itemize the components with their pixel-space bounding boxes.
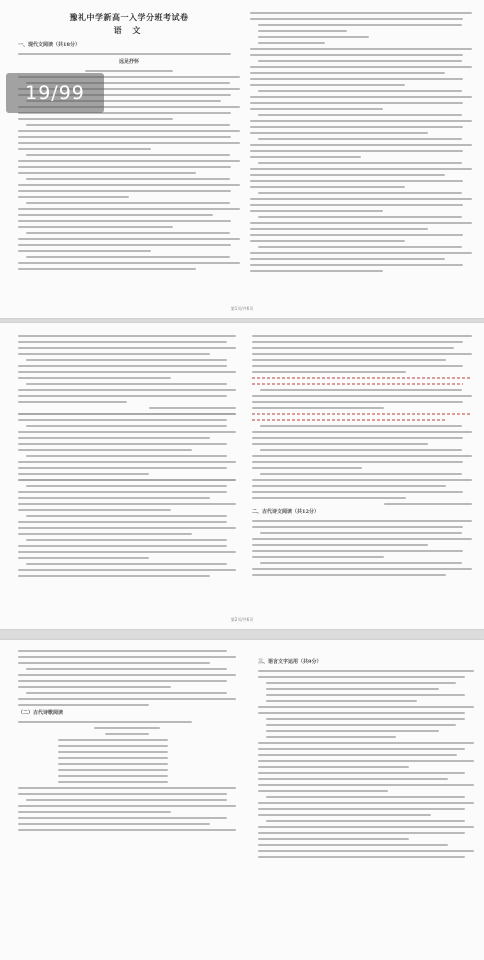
text-line — [252, 371, 406, 373]
text-line — [252, 485, 446, 487]
text-line — [18, 686, 171, 688]
text-line — [18, 509, 171, 511]
text-line — [18, 413, 236, 415]
text-line — [252, 544, 428, 546]
text-line — [252, 431, 472, 433]
text-line — [94, 727, 159, 729]
text-line — [26, 515, 227, 517]
text-line — [260, 449, 462, 451]
text-line — [26, 425, 227, 427]
text-line — [266, 796, 465, 798]
text-line — [250, 210, 383, 212]
text-line — [18, 365, 227, 367]
text-line — [258, 772, 465, 774]
text-line — [18, 184, 240, 186]
text-line — [18, 53, 231, 55]
highlighted-text-line — [252, 413, 472, 415]
page1-right-column — [250, 8, 472, 276]
text-line — [18, 527, 236, 529]
text-line — [250, 198, 472, 200]
text-line — [250, 102, 463, 104]
text-line — [266, 700, 417, 702]
text-line — [18, 551, 236, 553]
text-line — [250, 168, 472, 170]
text-line — [250, 264, 463, 266]
text-line — [258, 676, 465, 678]
text-line — [26, 563, 227, 565]
text-line — [26, 539, 227, 541]
text-line — [252, 353, 472, 355]
text-line — [18, 521, 227, 523]
text-line — [266, 730, 439, 732]
page2-left-column — [18, 331, 236, 581]
text-line — [258, 790, 388, 792]
text-line — [18, 823, 210, 825]
document-page-1 — [0, 0, 484, 318]
text-line — [18, 650, 227, 652]
text-line — [26, 154, 230, 156]
text-line — [18, 662, 210, 664]
text-line — [258, 802, 474, 804]
text-line — [266, 724, 456, 726]
text-line — [18, 214, 213, 216]
page3-right-column — [258, 656, 474, 862]
text-line — [18, 142, 240, 144]
text-line — [18, 341, 227, 343]
text-line — [258, 138, 462, 140]
text-line — [18, 787, 236, 789]
text-line — [258, 30, 347, 32]
text-line — [250, 54, 463, 56]
text-line — [258, 24, 462, 26]
text-line — [258, 784, 474, 786]
text-line — [26, 124, 230, 126]
text-line — [252, 550, 463, 552]
text-line — [252, 401, 463, 403]
page-counter-badge: 19/99 — [6, 73, 104, 113]
text-line — [252, 437, 463, 439]
text-line — [18, 829, 236, 831]
text-line — [266, 736, 396, 738]
text-line — [18, 533, 192, 535]
text-line — [18, 497, 210, 499]
highlighted-text-line — [252, 419, 446, 421]
text-line — [252, 407, 384, 409]
text-line — [149, 407, 236, 409]
text-line — [250, 174, 445, 176]
text-line — [258, 670, 474, 672]
text-line — [18, 545, 227, 547]
text-line — [252, 347, 454, 349]
text-line — [18, 118, 173, 120]
text-line — [26, 455, 227, 457]
page-number: 第1页/共6页 — [230, 306, 254, 311]
text-line — [260, 532, 462, 534]
text-line — [252, 443, 428, 445]
exam-subject: 语 文 — [113, 25, 145, 35]
text-line — [18, 238, 240, 240]
text-line — [252, 526, 463, 528]
text-line — [250, 72, 445, 74]
text-line — [18, 467, 227, 469]
text-line — [18, 190, 231, 192]
text-line — [18, 656, 236, 658]
text-line — [18, 377, 171, 379]
text-line — [258, 216, 462, 218]
text-line — [26, 799, 227, 801]
text-line — [18, 347, 236, 349]
text-line — [252, 461, 463, 463]
page3-left-column — [18, 646, 236, 835]
text-line — [260, 473, 462, 475]
text-line — [252, 341, 463, 343]
text-line — [266, 820, 465, 822]
poem-line — [58, 781, 168, 783]
text-line — [250, 132, 428, 134]
text-line — [250, 96, 472, 98]
page-number: 第2页/共6页 — [230, 617, 254, 622]
text-line — [258, 760, 474, 762]
text-line — [18, 172, 196, 174]
poem-block — [58, 739, 236, 783]
text-line — [250, 66, 472, 68]
text-line — [250, 258, 445, 260]
text-line — [18, 160, 240, 162]
text-line — [384, 503, 472, 505]
text-line — [252, 520, 472, 522]
text-line — [252, 538, 472, 540]
text-line — [258, 856, 465, 858]
text-line — [258, 778, 448, 780]
text-line — [260, 425, 462, 427]
text-line — [250, 78, 463, 80]
text-line — [26, 256, 230, 258]
section-heading: 二、古代诗文阅读（共12分） — [252, 509, 319, 515]
text-line — [266, 688, 439, 690]
text-line — [250, 222, 472, 224]
text-line — [250, 18, 463, 20]
text-line — [26, 359, 227, 361]
text-line — [18, 419, 227, 421]
text-line — [252, 556, 384, 558]
text-line — [250, 108, 383, 110]
text-line — [252, 467, 362, 469]
text-line — [252, 335, 472, 337]
text-line — [18, 136, 231, 138]
text-line — [18, 226, 173, 228]
text-line — [18, 196, 129, 198]
text-line — [250, 240, 405, 242]
text-line — [18, 166, 231, 168]
text-line — [258, 36, 369, 38]
text-line — [18, 443, 227, 445]
text-line — [18, 704, 149, 706]
text-line — [18, 148, 151, 150]
text-line — [252, 568, 472, 570]
text-line — [266, 694, 465, 696]
section-heading: （二）古代诗歌阅读 — [18, 710, 64, 716]
text-line — [258, 90, 462, 92]
text-line — [18, 674, 236, 676]
text-line — [252, 491, 463, 493]
text-line — [258, 754, 457, 756]
document-page-3 — [0, 640, 484, 960]
text-line — [258, 712, 465, 714]
text-line — [18, 698, 236, 700]
text-line — [26, 202, 230, 204]
text-line — [250, 156, 361, 158]
poem-line — [58, 745, 168, 747]
text-line — [258, 826, 474, 828]
text-line — [258, 114, 462, 116]
text-line — [26, 668, 227, 670]
text-line — [26, 383, 227, 385]
text-line — [250, 48, 472, 50]
text-line — [18, 268, 196, 270]
text-line — [18, 335, 236, 337]
text-line — [252, 574, 446, 576]
exam-title: 豫礼中学新高一入学分班考试卷 — [69, 12, 189, 22]
text-line — [252, 497, 406, 499]
text-line — [18, 479, 236, 481]
text-line — [250, 180, 463, 182]
poem-line — [58, 775, 168, 777]
text-line — [18, 473, 149, 475]
text-line — [258, 844, 448, 846]
text-line — [258, 748, 465, 750]
text-line — [260, 562, 462, 564]
text-line — [18, 371, 236, 373]
text-line — [258, 850, 474, 852]
text-line — [18, 431, 236, 433]
text-line — [18, 401, 127, 403]
text-line — [252, 365, 463, 367]
text-line — [18, 569, 236, 571]
text-line — [258, 706, 474, 708]
text-line — [18, 461, 236, 463]
text-line — [266, 718, 465, 720]
poem-line — [58, 769, 168, 771]
text-line — [250, 204, 463, 206]
text-line — [250, 270, 383, 272]
text-line — [258, 246, 462, 248]
text-line — [252, 455, 472, 457]
text-line — [18, 575, 210, 577]
text-line — [26, 485, 227, 487]
page2-right-column — [252, 331, 472, 580]
text-line — [18, 491, 227, 493]
text-line — [18, 262, 240, 264]
text-line — [18, 805, 236, 807]
text-line — [258, 60, 462, 62]
text-line — [250, 84, 405, 86]
text-line — [258, 814, 431, 816]
text-line — [258, 838, 409, 840]
text-line — [252, 359, 446, 361]
text-line — [18, 437, 210, 439]
text-line — [105, 733, 149, 735]
text-line — [260, 389, 462, 391]
text-line — [250, 228, 428, 230]
text-line — [258, 832, 465, 834]
highlighted-text-line — [252, 383, 463, 385]
text-line — [258, 766, 409, 768]
text-line — [18, 244, 231, 246]
text-line — [18, 503, 236, 505]
text-line — [250, 252, 472, 254]
text-line — [252, 479, 472, 481]
text-line — [250, 186, 405, 188]
text-line — [26, 692, 227, 694]
poem-line — [58, 763, 168, 765]
text-line — [18, 557, 149, 559]
text-line — [258, 808, 465, 810]
text-line — [252, 395, 472, 397]
text-line — [85, 70, 174, 72]
document-page-2 — [0, 323, 484, 629]
text-line — [26, 232, 230, 234]
text-line — [18, 250, 151, 252]
text-line — [18, 817, 227, 819]
text-line — [250, 120, 472, 122]
text-line — [18, 389, 236, 391]
text-line — [18, 395, 227, 397]
text-line — [250, 144, 472, 146]
text-line — [18, 220, 231, 222]
poem-line — [58, 739, 168, 741]
text-line — [258, 192, 462, 194]
text-line — [18, 721, 192, 723]
text-line — [250, 150, 463, 152]
text-line — [250, 234, 463, 236]
text-line — [18, 793, 227, 795]
text-line — [18, 353, 210, 355]
section-heading: 三、语言文字运用（共9分） — [258, 659, 322, 665]
text-line — [258, 742, 474, 744]
page1-left-column — [18, 8, 240, 274]
section-heading: 一、现代文阅读（共18分） — [18, 42, 80, 48]
text-line — [26, 178, 230, 180]
text-line — [258, 162, 462, 164]
highlighted-text-line — [252, 377, 472, 379]
article-title: 远足抒怀 — [118, 59, 139, 65]
text-line — [258, 42, 325, 44]
text-line — [18, 811, 171, 813]
text-line — [250, 126, 463, 128]
poem-line — [58, 751, 168, 753]
text-line — [266, 682, 456, 684]
text-line — [18, 449, 192, 451]
poem-line — [58, 757, 168, 759]
text-line — [250, 12, 472, 14]
text-line — [18, 130, 240, 132]
text-line — [18, 208, 240, 210]
text-line — [18, 680, 227, 682]
